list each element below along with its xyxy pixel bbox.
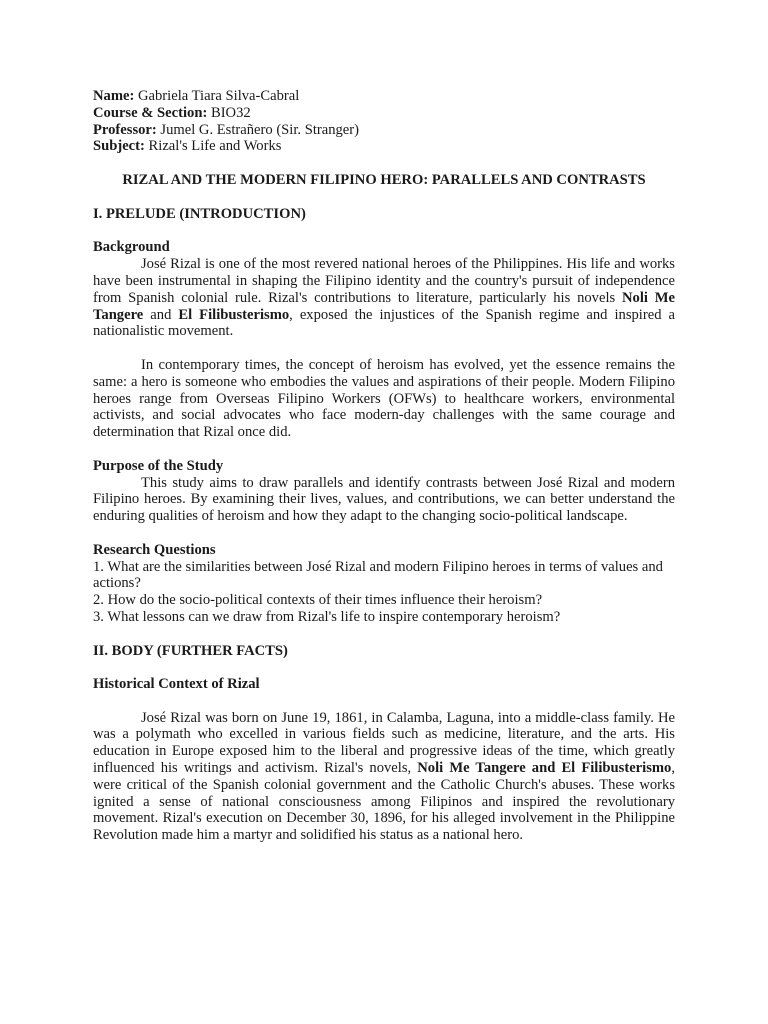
novels-bold: Noli Me Tangere and El Filibusterismo: [417, 760, 672, 777]
subject-label: Subject:: [93, 138, 145, 155]
historical-text-a: José Rizal was born on June 19, 1861, in Calamba, Laguna, into a middle-class family. He was a polymath who excelled in various fields such as medicine, literature, and the arts. His education in Europe exposed him to the liberal and progressive ideas of the time, which greatly influenced his writings and activism. Rizal's novels,: [93, 709, 675, 777]
professor-label: Professor:: [93, 121, 157, 138]
name-label: Name:: [93, 88, 135, 104]
spacer: [93, 441, 675, 458]
background-paragraph-1: [93, 256, 675, 340]
research-questions-heading: Research Questions: [93, 541, 216, 558]
research-question-1: 1. What are the similarities between José Rizal and modern Filipino heroes in terms of values and actions?: [93, 558, 663, 592]
background-text-c: and: [143, 306, 179, 323]
novel-noli: Noli Me Tangere: [93, 289, 675, 323]
background-text-d: , exposed the injustices of the Spanish regime and inspired a nationalistic movement.: [93, 306, 675, 340]
section-body-heading: II. BODY (FURTHER FACTS): [93, 642, 288, 659]
document-body: [93, 88, 675, 844]
research-question-3: 3. What lessons can we draw from Rizal's life to inspire contemporary heroism?: [93, 608, 561, 625]
historical-text-c: , were critical of the Spanish colonial government and the Catholic Church's abuses. These works ignited a sense of national consciousness among Filipinos and inspired the revolutionary movement. Rizal's execution on December 30, 1896, for his alleged involvement in the Philippine Revolution made him a martyr and solidified his status as a national hero.: [93, 760, 675, 844]
novel-fili: El Filibusterismo: [178, 306, 290, 323]
name-line: [93, 88, 675, 105]
spacer: [93, 340, 675, 357]
professor-line: [93, 122, 675, 139]
section-prelude-heading: I. PRELUDE (INTRODUCTION): [93, 205, 306, 222]
document-title: RIZAL AND THE MODERN FILIPINO HERO: PARALLELS AND CONTRASTS: [122, 172, 646, 189]
research-question-2: 2. How do the socio-political contexts of their times influence their heroism?: [93, 592, 543, 609]
professor-value: Jumel G. Estrañero (Sir. Stranger): [156, 121, 360, 138]
spacer: [93, 189, 675, 206]
course-line: [93, 105, 675, 122]
background-heading: Background: [93, 239, 170, 256]
background-paragraph-2: In contemporary times, the concept of heroism has evolved, yet the essence remains the same: a hero is someone who embodies the values and aspirations of their people. Modern Filipino heroes range from Overseas Filipino Workers (OFWs) to healthcare workers, environmental activists, and social advocates who face modern-day challenges with the same courage and determination that Rizal once did.: [93, 356, 675, 441]
background-text-a: José Rizal is one of the most revered national heroes of the Philippines. His life and works have been instrumental in shaping the Filipino identity and the country's pursuit of independence from Spanish colonial rule. Rizal's contributions to literature, particularly his novels: [93, 256, 675, 306]
subject-line: [93, 138, 675, 155]
spacer: [93, 525, 675, 542]
course-value: BIO32: [207, 104, 251, 121]
subject-value: Rizal's Life and Works: [144, 138, 282, 155]
historical-context-paragraph: [93, 710, 675, 844]
spacer: [93, 693, 675, 710]
purpose-heading: Purpose of the Study: [93, 457, 224, 474]
course-label: Course & Section:: [93, 104, 208, 121]
purpose-paragraph: This study aims to draw parallels and identify contrasts between José Rizal and modern Filipino heroes. By examining their lives, values, and contributions, we can better understand the enduring qualities of heroism and how they adapt to the changing socio-political landscape.: [93, 474, 675, 525]
historical-context-heading: Historical Context of Rizal: [93, 676, 260, 693]
spacer: [93, 659, 675, 676]
spacer: [93, 626, 675, 643]
spacer: [93, 223, 675, 240]
name-value: Gabriela Tiara Silva-Cabral: [134, 88, 300, 104]
